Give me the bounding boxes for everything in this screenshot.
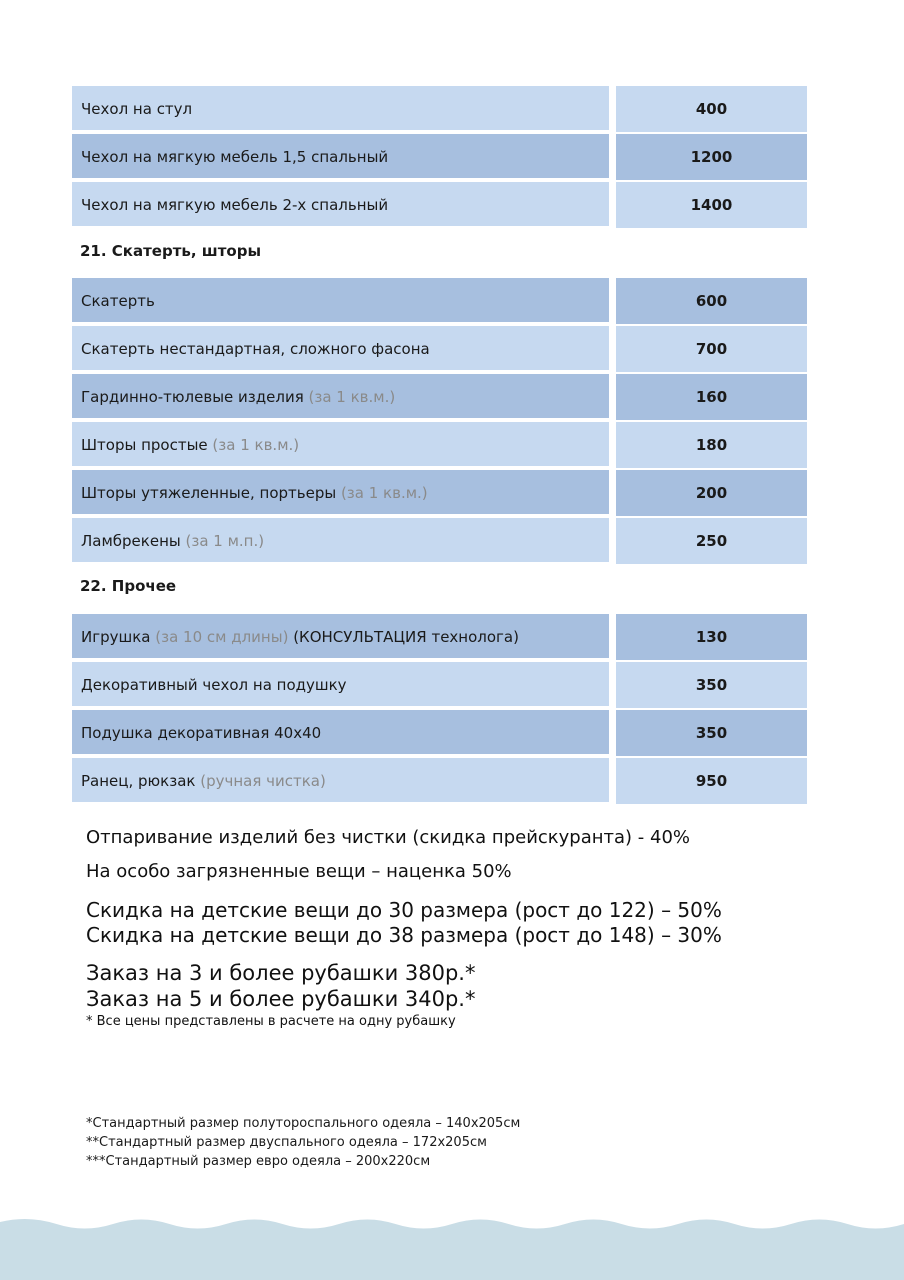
steaming-note: Отпаривание изделий без чистки (скидка прейскуранта) - 40% bbox=[86, 827, 691, 848]
wave-shape bbox=[0, 1219, 904, 1280]
item-name: Чехол на стул bbox=[72, 86, 609, 132]
shirts-offer-5: Заказ на 5 и более рубашки 340р.* bbox=[86, 987, 476, 1011]
section-title-21: 21. Скатерть, шторы bbox=[80, 242, 262, 260]
price-row bbox=[72, 518, 807, 564]
price-row bbox=[72, 86, 807, 132]
price-row bbox=[72, 758, 807, 804]
footnote-1: *Стандартный размер полутороспального одеяла – 140х205см bbox=[86, 1116, 521, 1131]
item-name: Скатерть нестандартная, сложного фасона bbox=[72, 326, 609, 372]
price-row bbox=[72, 470, 807, 516]
item-name: Ламбрекены (за 1 м.п.) bbox=[72, 518, 609, 564]
item-name: Декоративный чехол на подушку bbox=[72, 662, 609, 708]
item-price: 400 bbox=[616, 86, 807, 132]
item-price: 350 bbox=[616, 662, 807, 708]
item-price: 180 bbox=[616, 422, 807, 468]
price-row bbox=[72, 134, 807, 180]
footnote-3: ***Стандартный размер евро одеяла – 200х220см bbox=[86, 1154, 431, 1169]
shirts-offer-3: Заказ на 3 и более рубашки 380р.* bbox=[86, 961, 476, 985]
item-name: Скатерть bbox=[72, 278, 609, 324]
item-name: Чехол на мягкую мебель 2-х спальный bbox=[72, 182, 609, 228]
price-row bbox=[72, 374, 807, 420]
item-name: Чехол на мягкую мебель 1,5 спальный bbox=[72, 134, 609, 180]
price-row bbox=[72, 662, 807, 708]
shirts-footnote: * Все цены представлены в расчете на одну рубашку bbox=[86, 1014, 456, 1029]
kids-discount-38: Скидка на детские вещи до 38 размера (рост до 148) – 30% bbox=[86, 923, 722, 947]
price-row bbox=[72, 326, 807, 372]
price-row bbox=[72, 710, 807, 756]
item-price: 160 bbox=[616, 374, 807, 420]
price-row bbox=[72, 422, 807, 468]
wave-decoration bbox=[0, 1214, 904, 1280]
price-row bbox=[72, 278, 807, 324]
section-title-22: 22. Прочее bbox=[80, 577, 177, 595]
item-price: 350 bbox=[616, 710, 807, 756]
price-row bbox=[72, 614, 807, 660]
item-name: Игрушка (за 10 см длины) (КОНСУЛЬТАЦИЯ технолога) bbox=[72, 614, 609, 660]
item-name: Гардинно-тюлевые изделия (за 1 кв.м.) bbox=[72, 374, 609, 420]
item-price: 200 bbox=[616, 470, 807, 516]
item-price: 1400 bbox=[616, 182, 807, 228]
item-name: Шторы простые (за 1 кв.м.) bbox=[72, 422, 609, 468]
item-price: 250 bbox=[616, 518, 807, 564]
item-price: 1200 bbox=[616, 134, 807, 180]
item-price: 600 bbox=[616, 278, 807, 324]
item-name: Ранец, рюкзак (ручная чистка) bbox=[72, 758, 609, 804]
dirty-items-note: На особо загрязненные вещи – наценка 50% bbox=[86, 861, 512, 882]
item-name: Шторы утяжеленные, портьеры (за 1 кв.м.) bbox=[72, 470, 609, 516]
footnote-2: **Стандартный размер двуспального одеяла – 172х205см bbox=[86, 1135, 487, 1150]
item-name: Подушка декоративная 40х40 bbox=[72, 710, 609, 756]
item-price: 700 bbox=[616, 326, 807, 372]
item-price: 130 bbox=[616, 614, 807, 660]
kids-discount-30: Скидка на детские вещи до 30 размера (рост до 122) – 50% bbox=[86, 898, 722, 922]
price-row bbox=[72, 182, 807, 228]
item-price: 950 bbox=[616, 758, 807, 804]
